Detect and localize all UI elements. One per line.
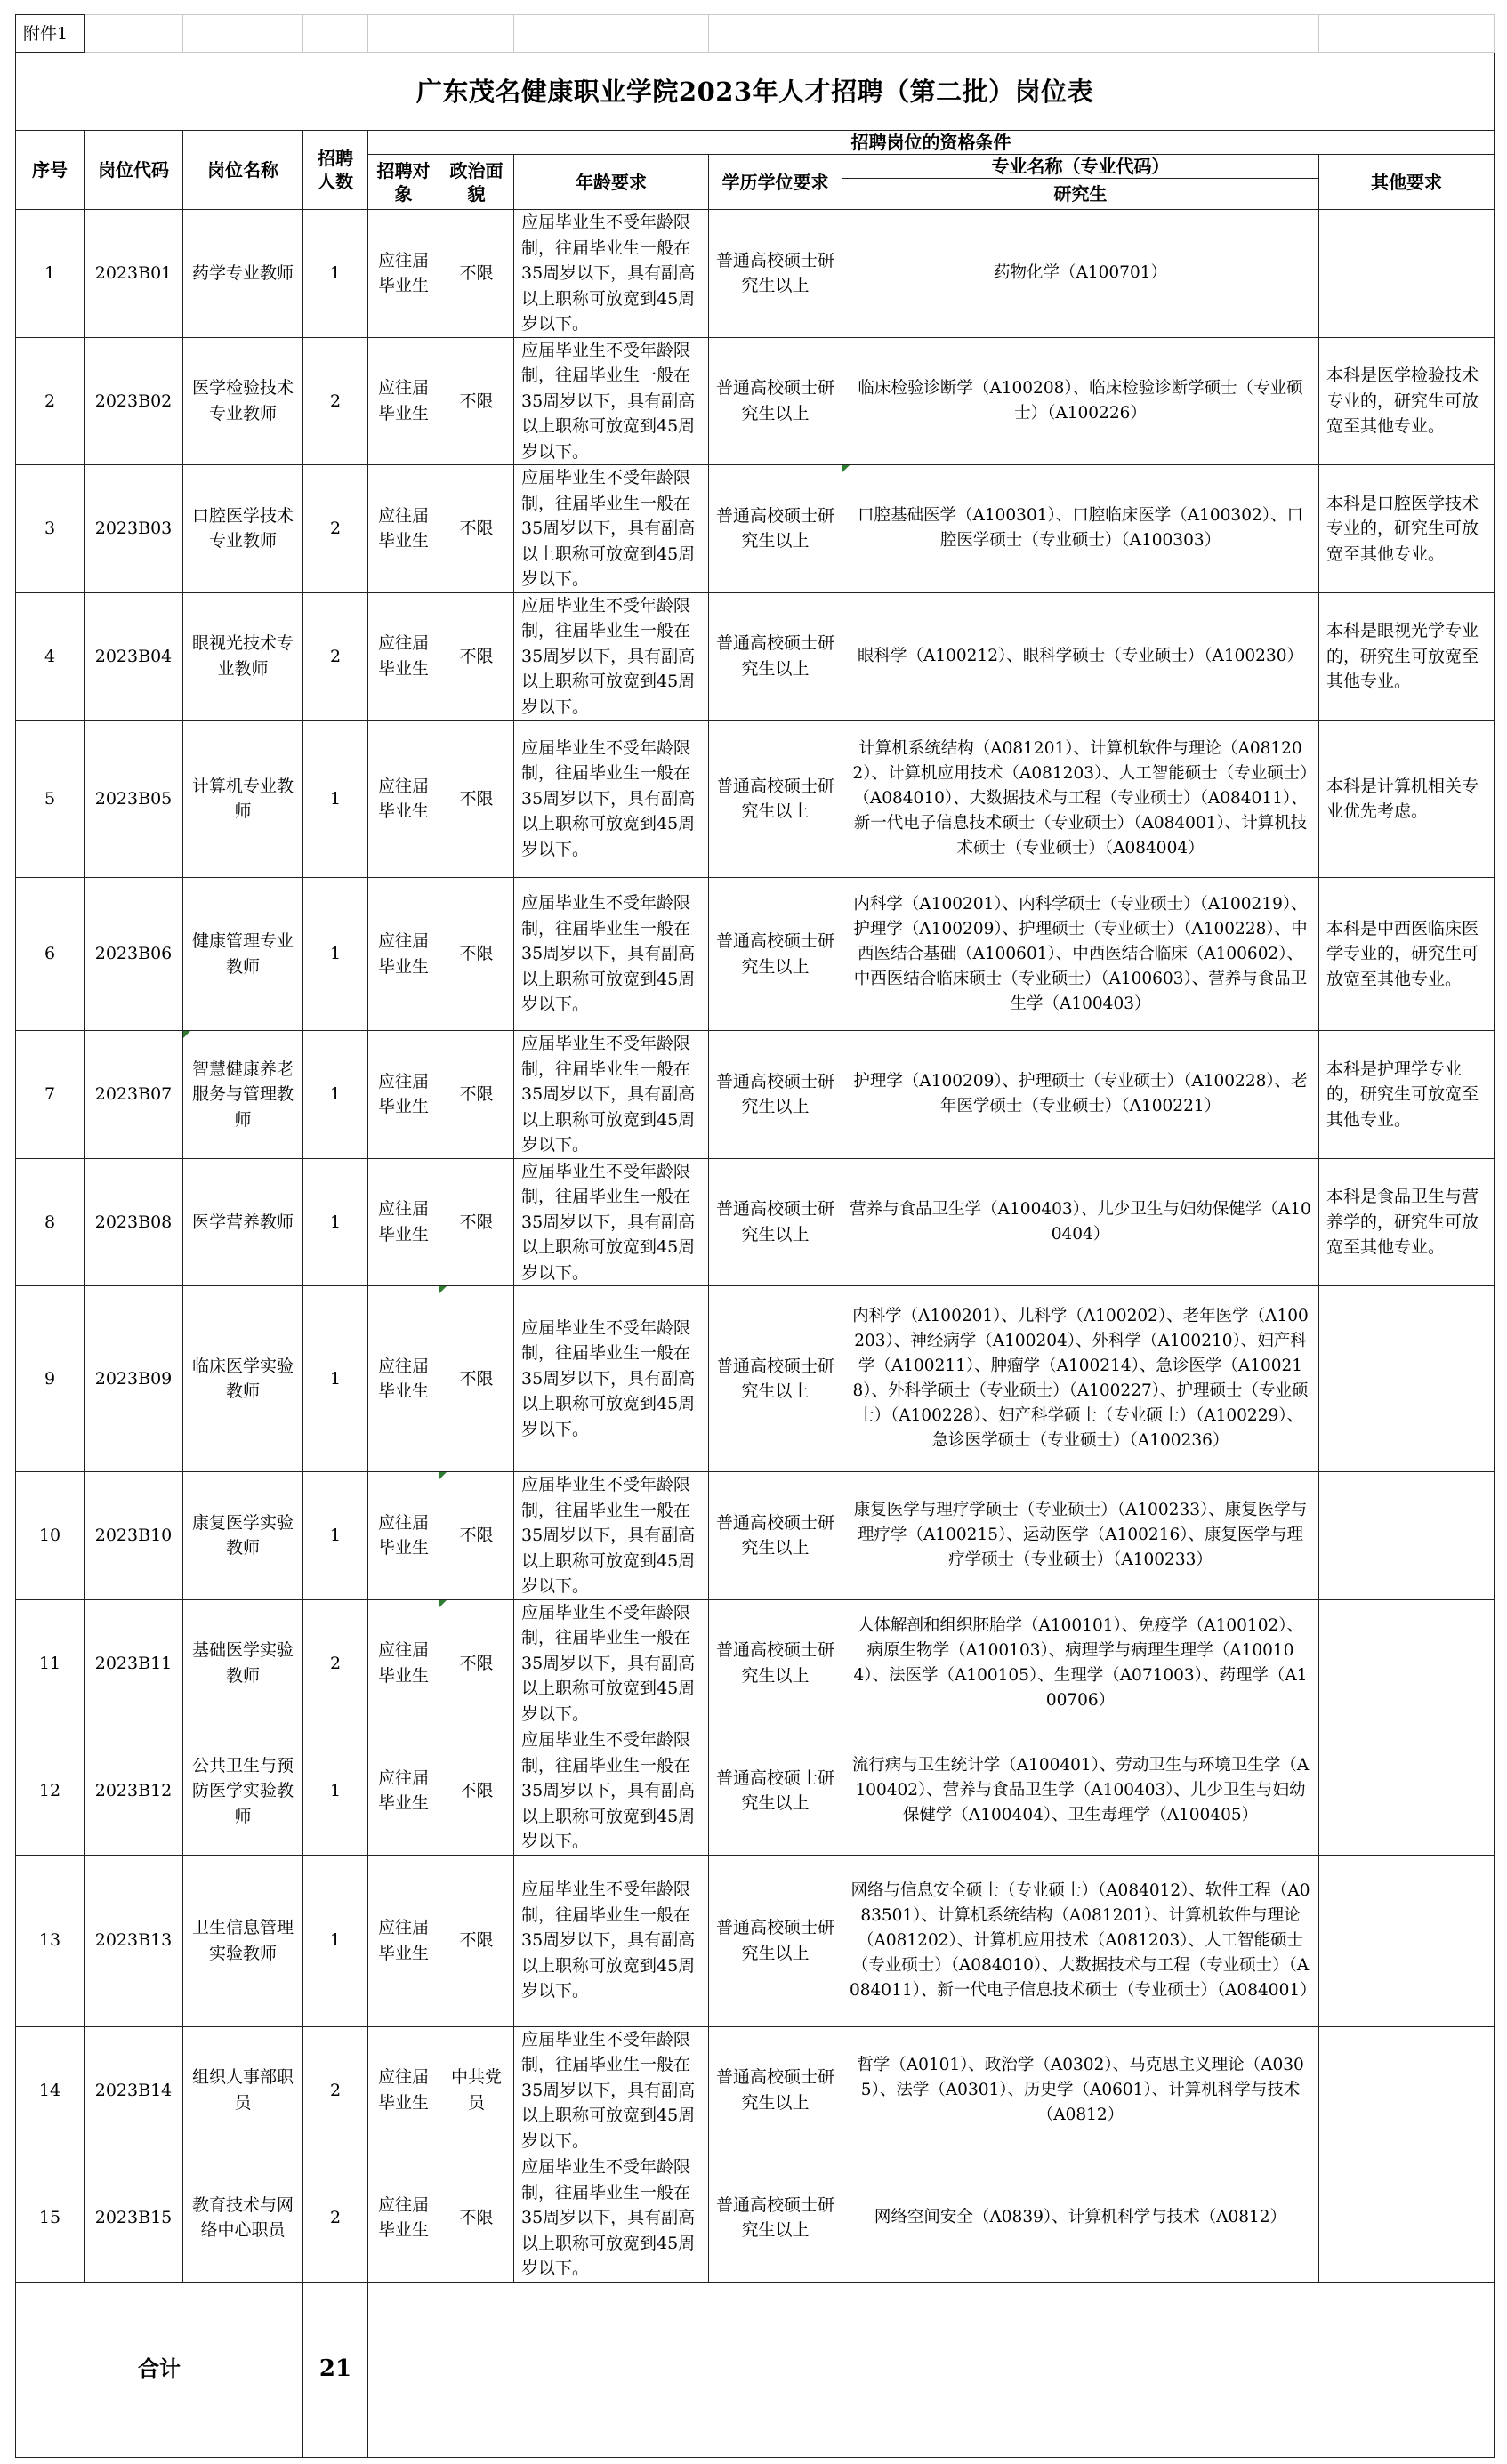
seq-cell: 15 (16, 2154, 85, 2283)
age-requirement-cell: 应届毕业生不受年龄限制，往届毕业生一般在35周岁以下，具有副高以上职称可放宽到45周岁以下。 (514, 210, 709, 338)
code-cell: 2023B01 (85, 210, 183, 338)
major-cell: 哲学（A0101）、政治学（A0302）、马克思主义理论（A0305）、法学（A0301）、历史学（A0601）、计算机科学与技术（A0812） (842, 2026, 1319, 2154)
header-qualification-group: 招聘岗位的资格条件 (368, 131, 1495, 155)
education-cell: 普通高校硕士研究生以上 (709, 1031, 842, 1159)
table-row (16, 1727, 1495, 1856)
header-education: 学历学位要求 (709, 155, 842, 210)
position-name-cell: 医学营养教师 (183, 1158, 303, 1286)
table-row (16, 2154, 1495, 2283)
empty-cell (303, 15, 368, 53)
header-major-sub: 研究生 (842, 179, 1319, 210)
header-code: 岗位代码 (85, 131, 183, 210)
attachment-row (16, 15, 1495, 53)
education-cell: 普通高校硕士研究生以上 (709, 1727, 842, 1856)
political-cell: 不限 (439, 1599, 514, 1727)
political-cell: 不限 (439, 1855, 514, 2026)
code-cell: 2023B07 (85, 1031, 183, 1159)
position-table (15, 14, 1495, 2458)
major-cell: 康复医学与理疗学硕士（专业硕士）（A100233）、康复医学与理疗学（A100215）、运动医学（A100216）、康复医学与理疗学硕士（专业硕士）（A100233） (842, 1472, 1319, 1600)
position-name-cell: 临床医学实验教师 (183, 1286, 303, 1472)
count-cell: 1 (303, 721, 368, 878)
target-cell: 应往届毕业生 (368, 465, 439, 593)
seq-cell: 4 (16, 592, 85, 721)
count-cell: 1 (303, 1286, 368, 1472)
target-cell: 应往届毕业生 (368, 1472, 439, 1600)
position-name-cell: 眼视光技术专业教师 (183, 592, 303, 721)
empty-cell (514, 15, 709, 53)
major-cell: 内科学（A100201）、儿科学（A100202）、老年医学（A100203）、神经病学（A100204）、外科学（A100210）、妇产科学（A100211）、肿瘤学（A100214）、急诊医学（A100218）、外科学硕士（专业硕士）（A100227）、护理硕士（专业硕士）（A100228）、妇产科学硕士（专业硕士）（A100229）、急诊医学硕士（专业硕士）（A100236） (842, 1286, 1319, 1472)
target-cell: 应往届毕业生 (368, 2026, 439, 2154)
count-cell: 1 (303, 878, 368, 1031)
education-cell: 普通高校硕士研究生以上 (709, 721, 842, 878)
major-cell: 人体解剖和组织胚胎学（A100101）、免疫学（A100102）、病原生物学（A100103）、病理学与病理生理学（A100104）、法医学（A100105）、生理学（A071003）、药理学（A100706） (842, 1599, 1319, 1727)
political-cell: 不限 (439, 337, 514, 465)
other-requirement-cell: 本科是口腔医学技术专业的，研究生可放宽至其他专业。 (1319, 465, 1495, 593)
table-row (16, 1599, 1495, 1727)
code-cell: 2023B14 (85, 2026, 183, 2154)
attachment-label: 附件1 (16, 15, 85, 53)
position-name-cell: 卫生信息管理实验教师 (183, 1855, 303, 2026)
total-count: 21 (303, 2282, 368, 2457)
age-requirement-cell: 应届毕业生不受年龄限制，往届毕业生一般在35周岁以下，具有副高以上职称可放宽到45周岁以下。 (514, 1727, 709, 1856)
other-requirement-cell: 本科是中西医临床医学专业的，研究生可放宽至其他专业。 (1319, 878, 1495, 1031)
header-seq: 序号 (16, 131, 85, 210)
education-cell: 普通高校硕士研究生以上 (709, 465, 842, 593)
age-requirement-cell: 应届毕业生不受年龄限制，往届毕业生一般在35周岁以下，具有副高以上职称可放宽到45周岁以下。 (514, 2154, 709, 2283)
education-cell: 普通高校硕士研究生以上 (709, 210, 842, 338)
political-cell: 不限 (439, 210, 514, 338)
header-target: 招聘对象 (368, 155, 439, 210)
recruitment-sheet (15, 14, 1494, 2458)
empty-cell (85, 15, 183, 53)
age-requirement-cell: 应届毕业生不受年龄限制，往届毕业生一般在35周岁以下，具有副高以上职称可放宽到45周岁以下。 (514, 465, 709, 593)
total-blank-cell (368, 2282, 1495, 2457)
title-row (16, 53, 1495, 131)
seq-cell: 8 (16, 1158, 85, 1286)
total-row (16, 2282, 1495, 2457)
code-cell: 2023B03 (85, 465, 183, 593)
other-requirement-cell (1319, 1855, 1495, 2026)
major-cell: 药物化学（A100701） (842, 210, 1319, 338)
target-cell: 应往届毕业生 (368, 210, 439, 338)
other-requirement-cell (1319, 2154, 1495, 2283)
code-cell: 2023B08 (85, 1158, 183, 1286)
age-requirement-cell: 应届毕业生不受年龄限制，往届毕业生一般在35周岁以下，具有副高以上职称可放宽到45周岁以下。 (514, 721, 709, 878)
other-requirement-cell (1319, 1727, 1495, 1856)
table-row (16, 210, 1495, 338)
target-cell: 应往届毕业生 (368, 1286, 439, 1472)
political-cell: 不限 (439, 465, 514, 593)
education-cell: 普通高校硕士研究生以上 (709, 2154, 842, 2283)
other-requirement-cell (1319, 2026, 1495, 2154)
position-name-cell: 康复医学实验教师 (183, 1472, 303, 1600)
education-cell: 普通高校硕士研究生以上 (709, 337, 842, 465)
count-cell: 2 (303, 2154, 368, 2283)
other-requirement-cell (1319, 1286, 1495, 1472)
count-cell: 2 (303, 337, 368, 465)
count-cell: 1 (303, 1031, 368, 1159)
seq-cell: 12 (16, 1727, 85, 1856)
code-cell: 2023B04 (85, 592, 183, 721)
count-cell: 1 (303, 1472, 368, 1600)
target-cell: 应往届毕业生 (368, 1727, 439, 1856)
empty-cell (1319, 15, 1495, 53)
major-cell: 眼科学（A100212）、眼科学硕士（专业硕士）（A100230） (842, 592, 1319, 721)
table-row (16, 465, 1495, 593)
total-label: 合计 (16, 2282, 303, 2457)
seq-cell: 7 (16, 1031, 85, 1159)
other-requirement-cell: 本科是食品卫生与营养学的，研究生可放宽至其他专业。 (1319, 1158, 1495, 1286)
target-cell: 应往届毕业生 (368, 878, 439, 1031)
header-age: 年龄要求 (514, 155, 709, 210)
other-requirement-cell: 本科是眼视光学专业的，研究生可放宽至其他专业。 (1319, 592, 1495, 721)
education-cell: 普通高校硕士研究生以上 (709, 1472, 842, 1600)
count-cell: 1 (303, 1855, 368, 2026)
table-row (16, 1472, 1495, 1600)
target-cell: 应往届毕业生 (368, 1855, 439, 2026)
target-cell: 应往届毕业生 (368, 1599, 439, 1727)
table-row (16, 878, 1495, 1031)
header-name: 岗位名称 (183, 131, 303, 210)
major-cell: 护理学（A100209）、护理硕士（专业硕士）（A100228）、老年医学硕士（专业硕士）（A100221） (842, 1031, 1319, 1159)
political-cell: 不限 (439, 592, 514, 721)
code-cell: 2023B15 (85, 2154, 183, 2283)
count-cell: 1 (303, 210, 368, 338)
political-cell: 不限 (439, 1286, 514, 1472)
code-cell: 2023B12 (85, 1727, 183, 1856)
education-cell: 普通高校硕士研究生以上 (709, 878, 842, 1031)
major-cell: 营养与食品卫生学（A100403）、儿少卫生与妇幼保健学（A100404） (842, 1158, 1319, 1286)
position-name-cell: 教育技术与网络中心职员 (183, 2154, 303, 2283)
seq-cell: 10 (16, 1472, 85, 1600)
count-cell: 2 (303, 465, 368, 593)
major-cell: 计算机系统结构（A081201）、计算机软件与理论（A081202）、计算机应用技术（A081203）、人工智能硕士（专业硕士）（A084010）、大数据技术与工程（专业硕士）（A084011）、新一代电子信息技术硕士（专业硕士）（A084001）、计算机技术硕士（专业硕士）（A084004） (842, 721, 1319, 878)
header-count: 招聘人数 (303, 131, 368, 210)
education-cell: 普通高校硕士研究生以上 (709, 592, 842, 721)
empty-cell (183, 15, 303, 53)
code-cell: 2023B09 (85, 1286, 183, 1472)
political-cell: 不限 (439, 1031, 514, 1159)
code-cell: 2023B13 (85, 1855, 183, 2026)
political-cell: 不限 (439, 2154, 514, 2283)
seq-cell: 13 (16, 1855, 85, 2026)
major-cell: 内科学（A100201）、内科学硕士（专业硕士）（A100219）、护理学（A100209）、护理硕士（专业硕士）（A100228）、中西医结合基础（A100601）、中西医结合临床（A100602）、中西医结合临床硕士（专业硕士）（A100603）、营养与食品卫生学（A100403） (842, 878, 1319, 1031)
header-political: 政治面貌 (439, 155, 514, 210)
education-cell: 普通高校硕士研究生以上 (709, 1599, 842, 1727)
count-cell: 1 (303, 1158, 368, 1286)
age-requirement-cell: 应届毕业生不受年龄限制，往届毕业生一般在35周岁以下，具有副高以上职称可放宽到45周岁以下。 (514, 1855, 709, 2026)
table-row (16, 1031, 1495, 1159)
position-name-cell: 组织人事部职员 (183, 2026, 303, 2154)
table-row (16, 1158, 1495, 1286)
education-cell: 普通高校硕士研究生以上 (709, 1855, 842, 2026)
empty-cell (709, 15, 842, 53)
header-row-1 (16, 131, 1495, 155)
target-cell: 应往届毕业生 (368, 337, 439, 465)
major-cell: 流行病与卫生统计学（A100401）、劳动卫生与环境卫生学（A100402）、营养与食品卫生学（A100403）、儿少卫生与妇幼保健学（A100404）、卫生毒理学（A100405） (842, 1727, 1319, 1856)
age-requirement-cell: 应届毕业生不受年龄限制，往届毕业生一般在35周岁以下，具有副高以上职称可放宽到45周岁以下。 (514, 1472, 709, 1600)
position-name-cell: 公共卫生与预防医学实验教师 (183, 1727, 303, 1856)
position-name-cell: 计算机专业教师 (183, 721, 303, 878)
seq-cell: 3 (16, 465, 85, 593)
empty-cell (439, 15, 514, 53)
political-cell: 不限 (439, 1472, 514, 1600)
target-cell: 应往届毕业生 (368, 1158, 439, 1286)
table-row (16, 337, 1495, 465)
target-cell: 应往届毕业生 (368, 1031, 439, 1159)
empty-cell (368, 15, 439, 53)
count-cell: 1 (303, 1727, 368, 1856)
table-row (16, 2026, 1495, 2154)
position-name-cell: 医学检验技术专业教师 (183, 337, 303, 465)
header-other: 其他要求 (1319, 155, 1495, 210)
age-requirement-cell: 应届毕业生不受年龄限制，往届毕业生一般在35周岁以下，具有副高以上职称可放宽到45周岁以下。 (514, 337, 709, 465)
political-cell: 不限 (439, 1158, 514, 1286)
seq-cell: 9 (16, 1286, 85, 1472)
education-cell: 普通高校硕士研究生以上 (709, 1158, 842, 1286)
position-name-cell: 智慧健康养老服务与管理教师 (183, 1031, 303, 1159)
education-cell: 普通高校硕士研究生以上 (709, 2026, 842, 2154)
code-cell: 2023B02 (85, 337, 183, 465)
page-title: 广东茂名健康职业学院2023年人才招聘（第二批）岗位表 (16, 53, 1495, 131)
seq-cell: 11 (16, 1599, 85, 1727)
major-cell: 网络空间安全（A0839）、计算机科学与技术（A0812） (842, 2154, 1319, 2283)
political-cell: 不限 (439, 878, 514, 1031)
target-cell: 应往届毕业生 (368, 2154, 439, 2283)
political-cell: 中共党员 (439, 2026, 514, 2154)
table-row (16, 592, 1495, 721)
count-cell: 2 (303, 1599, 368, 1727)
seq-cell: 2 (16, 337, 85, 465)
target-cell: 应往届毕业生 (368, 721, 439, 878)
empty-cell (842, 15, 1319, 53)
political-cell: 不限 (439, 721, 514, 878)
other-requirement-cell (1319, 210, 1495, 338)
position-name-cell: 基础医学实验教师 (183, 1599, 303, 1727)
age-requirement-cell: 应届毕业生不受年龄限制，往届毕业生一般在35周岁以下，具有副高以上职称可放宽到45周岁以下。 (514, 2026, 709, 2154)
code-cell: 2023B05 (85, 721, 183, 878)
count-cell: 2 (303, 2026, 368, 2154)
education-cell: 普通高校硕士研究生以上 (709, 1286, 842, 1472)
code-cell: 2023B10 (85, 1472, 183, 1600)
seq-cell: 6 (16, 878, 85, 1031)
table-row (16, 1286, 1495, 1472)
major-cell: 临床检验诊断学（A100208）、临床检验诊断学硕士（专业硕士）（A100226） (842, 337, 1319, 465)
position-name-cell: 口腔医学技术专业教师 (183, 465, 303, 593)
political-cell: 不限 (439, 1727, 514, 1856)
other-requirement-cell (1319, 1599, 1495, 1727)
header-major-group: 专业名称（专业代码） (842, 155, 1319, 179)
seq-cell: 5 (16, 721, 85, 878)
position-name-cell: 健康管理专业教师 (183, 878, 303, 1031)
table-row (16, 1855, 1495, 2026)
age-requirement-cell: 应届毕业生不受年龄限制，往届毕业生一般在35周岁以下，具有副高以上职称可放宽到45周岁以下。 (514, 1599, 709, 1727)
other-requirement-cell: 本科是计算机相关专业优先考虑。 (1319, 721, 1495, 878)
other-requirement-cell: 本科是护理学专业的，研究生可放宽至其他专业。 (1319, 1031, 1495, 1159)
target-cell: 应往届毕业生 (368, 592, 439, 721)
code-cell: 2023B06 (85, 878, 183, 1031)
age-requirement-cell: 应届毕业生不受年龄限制，往届毕业生一般在35周岁以下，具有副高以上职称可放宽到45周岁以下。 (514, 1031, 709, 1159)
age-requirement-cell: 应届毕业生不受年龄限制，往届毕业生一般在35周岁以下，具有副高以上职称可放宽到45周岁以下。 (514, 592, 709, 721)
age-requirement-cell: 应届毕业生不受年龄限制，往届毕业生一般在35周岁以下，具有副高以上职称可放宽到45周岁以下。 (514, 1286, 709, 1472)
other-requirement-cell: 本科是医学检验技术专业的，研究生可放宽至其他专业。 (1319, 337, 1495, 465)
major-cell: 网络与信息安全硕士（专业硕士）（A084012）、软件工程（A083501）、计算机系统结构（A081201）、计算机软件与理论（A081202）、计算机应用技术（A081203）、人工智能硕士（专业硕士）（A084010）、大数据技术与工程（专业硕士）（A084011）、新一代电子信息技术硕士（专业硕士）（A084001） (842, 1855, 1319, 2026)
position-name-cell: 药学专业教师 (183, 210, 303, 338)
other-requirement-cell (1319, 1472, 1495, 1600)
seq-cell: 14 (16, 2026, 85, 2154)
count-cell: 2 (303, 592, 368, 721)
table-row (16, 721, 1495, 878)
age-requirement-cell: 应届毕业生不受年龄限制，往届毕业生一般在35周岁以下，具有副高以上职称可放宽到45周岁以下。 (514, 1158, 709, 1286)
major-cell: 口腔基础医学（A100301）、口腔临床医学（A100302）、口腔医学硕士（专业硕士）（A100303） (842, 465, 1319, 593)
code-cell: 2023B11 (85, 1599, 183, 1727)
seq-cell: 1 (16, 210, 85, 338)
age-requirement-cell: 应届毕业生不受年龄限制，往届毕业生一般在35周岁以下，具有副高以上职称可放宽到45周岁以下。 (514, 878, 709, 1031)
